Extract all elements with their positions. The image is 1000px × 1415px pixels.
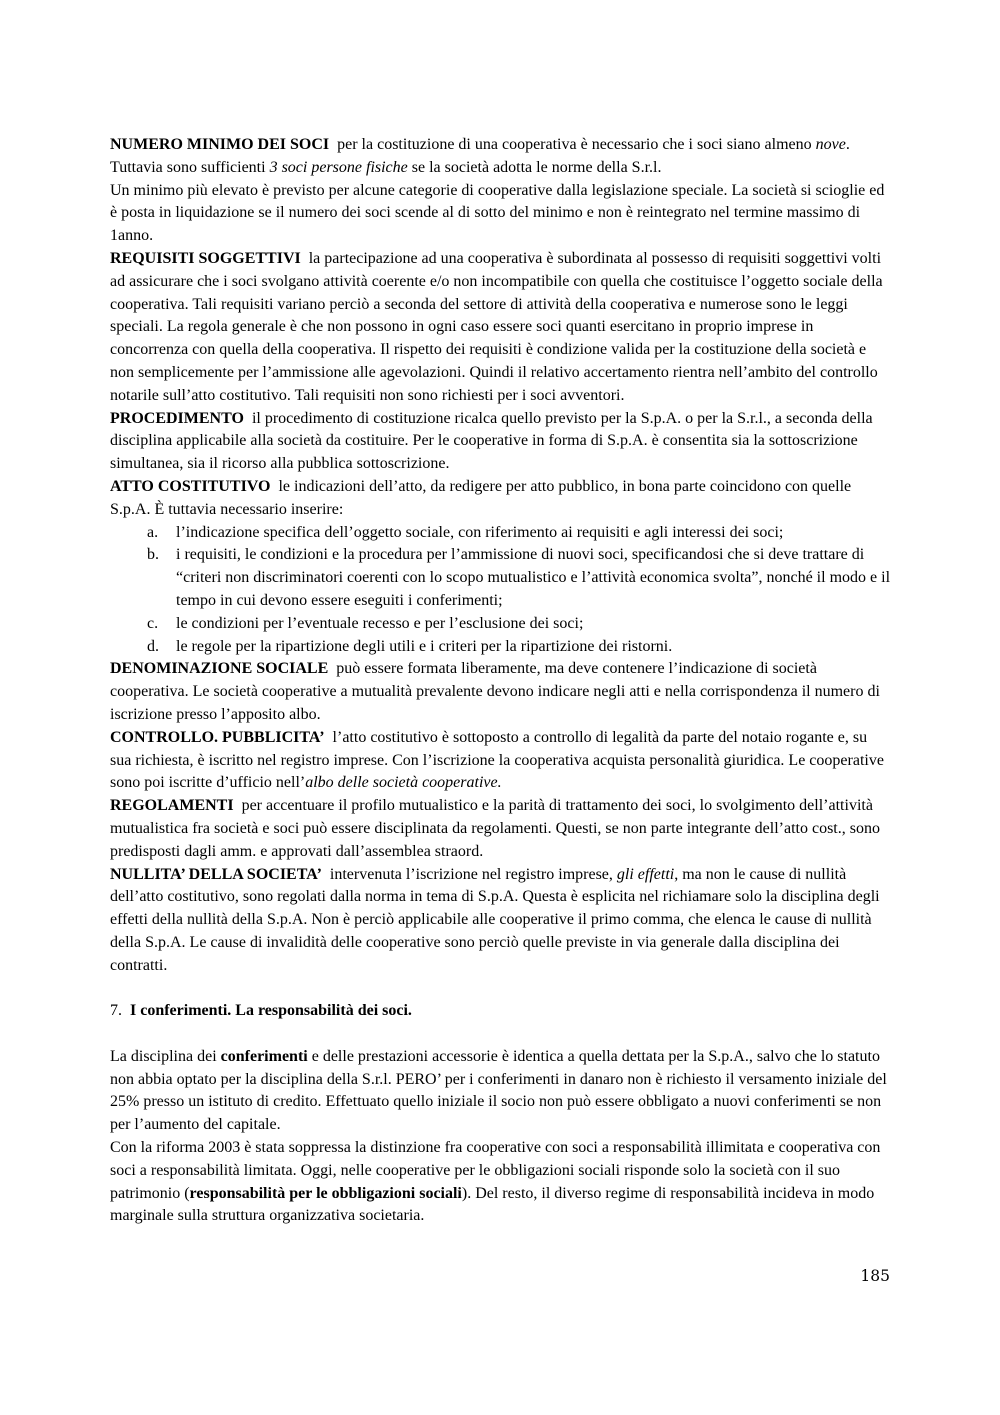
list-marker: c.	[147, 614, 159, 632]
paragraph-procedimento: PROCEDIMENTO il procedimento di costituzione ricalca quello previsto per la S.p.A. o per la S.r.l., a seconda della disciplina applicabile alla società da costituire. Per le cooperative in forma di S.p.A. è consentita sia la sottoscrizione simultanea, sia il ricorso alla pubblica sottoscrizione.	[110, 409, 873, 473]
chapter-number: 7.	[110, 1002, 122, 1020]
list-marker: a.	[147, 523, 159, 541]
section-label: NULLITA’ DELLA SOCIETA’	[110, 865, 322, 883]
chapter-title: I conferimenti. La responsabilità dei soci.	[130, 1002, 412, 1020]
paragraph-numero-continuation: Un minimo più elevato è previsto per alcune categorie di cooperative dalla legislazione speciale. La società si scioglie ed è posta in liquidazione se il numero dei soci scende al di sotto del minimo e non è reintegrato nel termine massimo di 1anno.	[110, 181, 885, 245]
atto-requirements-list	[110, 522, 890, 659]
section-label: CONTROLLO. PUBBLICITA’	[110, 728, 325, 746]
section-label: REGOLAMENTI	[110, 797, 234, 815]
list-item: a. l’indicazione specifica dell’oggetto sociale, con riferimento ai requisiti e agli interessi dei soci;	[110, 522, 890, 545]
paragraph-atto-costitutivo: ATTO COSTITUTIVO le indicazioni dell’atto, da redigere per atto pubblico, in bona parte coincidono con quelle S.p.A. È tuttavia necessario inserire:	[110, 477, 852, 518]
paragraph-riforma: Con la riforma 2003 è stata soppressa la distinzione fra cooperative con soci a responsabilità illimitata e cooperativa con soci a responsabilità limitata. Oggi, nelle cooperative per le obbligazioni sociali risponde solo la società con il suo patrimonio (responsabilità per le obbligazioni sociali). Del resto, il diverso regime di responsabilità incideva in modo marginale sulla struttura organizzativa societaria.	[110, 1139, 881, 1225]
list-item: b. i requisiti, le condizioni e la procedura per l’ammissione di nuovi soci, specificandosi che si deve trattare di “criteri non discriminatori coerenti con lo scopo mutualistico e l’attività economica svolta”, nonché il modo e il tempo in cui devono essere eseguiti i conferimenti;	[147, 546, 891, 609]
section-label: PROCEDIMENTO	[110, 409, 244, 427]
paragraph-regolamenti: REGOLAMENTI per accentuare il profilo mutualistico e la parità di trattamento dei soci, lo svolgimento dell’attività mutualistica fra società e soci può essere disciplinata da regolamenti. Questi, se non parte integrante dell’atto cost., sono predisposti dagli amm. e approvati dall’assemblea straord.	[110, 797, 880, 860]
list-marker: d.	[147, 637, 159, 655]
paragraph-nullita: NULLITA’ DELLA SOCIETA’ intervenuta l’iscrizione nel registro imprese, gli effetti, ma non le cause di nullità dell’atto costitutivo, sono regolati dalla norma in tema di S.p.A. Questa è esplicita nel richiamare solo la disciplina degli effetti della nullità della S.p.A. Non è perciò applicabile alle cooperative il primo comma, che elenca le cause di nullità della S.p.A. Le cause di invalidità delle cooperative sono perciò quelle previste in via generale dalla disciplina dei contratti.	[110, 865, 880, 974]
paragraph-requisiti: REQUISITI SOGGETTIVI la partecipazione ad una cooperativa è subordinata al possesso di requisiti soggettivi volti ad assicurare che i soci svolgano attività coerente e/o non incompatibile con quella che costituisce l’oggetto sociale della cooperativa. Tali requisiti variano perciò a seconda del settore di attività della cooperativa e numerose sono le leggi speciali. La regola generale è che non possono in ogni caso essere soci quanti esercitano in proprio imprese in concorrenza con quella della cooperativa. Il rispetto dei requisiti è condizione valida per la costituzione della società e non semplicemente per l’ammissione alle agevolazioni. Quindi il relativo accertamento rientra nell’ambito del controllo notarile sull’atto costitutivo. Tali requisiti non sono richiesti per i soci avventori.	[110, 249, 883, 404]
list-marker: b.	[147, 546, 159, 564]
section-label: ATTO COSTITUTIVO	[110, 477, 271, 495]
page-content	[110, 134, 890, 1228]
chapter-heading	[110, 1000, 890, 1023]
paragraph-controllo: CONTROLLO. PUBBLICITA’ l’atto costitutivo è sottoposto a controllo di legalità da parte del notaio rogante e, su sua richiesta, è iscritto nel registro imprese. Con l’iscrizione la cooperativa acquista personalità giuridica. Le cooperative sono poi iscritte d’ufficio nell’albo delle società cooperative.	[110, 728, 884, 792]
page-number: 185	[860, 1267, 890, 1285]
paragraph-numero-minimo: NUMERO MINIMO DEI SOCI per la costituzione di una cooperativa è necessario che i soci siano almeno nove. Tuttavia sono sufficienti 3 soci persone fisiche se la società adotta le norme della S.r.l.	[110, 136, 850, 176]
paragraph-conferimenti: La disciplina dei conferimenti e delle prestazioni accessorie è identica a quella dettata per la S.p.A., salvo che lo statuto non abbia optato per la disciplina della S.r.l. PERO’ per i conferimenti in danaro non è richiesto il versamento iniziale del 25% presso un istituto di credito. Effettuato quello iniziale il socio non può essere obbligato a nuovi conferimenti se non per l’aumento del capitale.	[110, 1047, 887, 1134]
paragraph-denominazione: DENOMINAZIONE SOCIALE può essere formata liberamente, ma deve contenere l’indicazione di società cooperativa. Le società cooperative a mutualità prevalente devono indicare negli atti e nella corrispondenza il numero di iscrizione presso l’apposito albo.	[110, 660, 880, 723]
list-item: d. le regole per la ripartizione degli utili e i criteri per la ripartizione dei ristorni.	[110, 636, 890, 659]
section-label: NUMERO MINIMO DEI SOCI	[110, 136, 330, 153]
section-label: REQUISITI SOGGETTIVI	[110, 249, 301, 267]
list-item: c. le condizioni per l’eventuale recesso e per l’esclusione dei soci;	[110, 613, 890, 636]
section-label: DENOMINAZIONE SOCIALE	[110, 660, 329, 678]
